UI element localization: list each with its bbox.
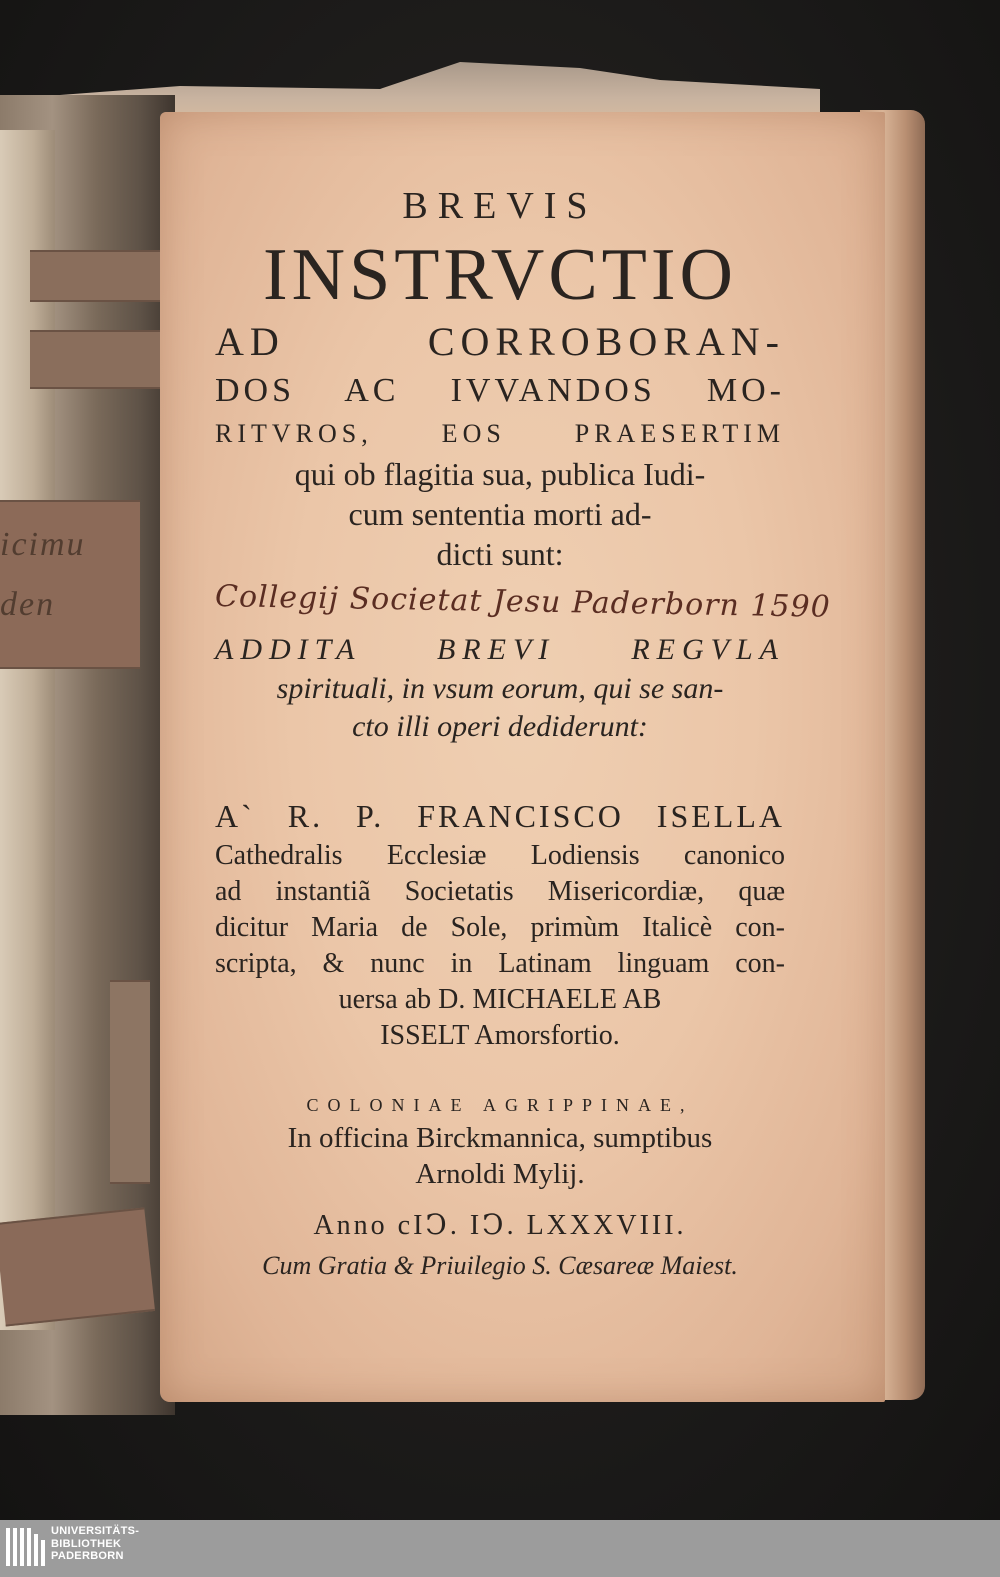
binding-paper-edge (0, 130, 55, 1330)
library-name (51, 1525, 139, 1563)
title-line: DOS AC IVVANDOS MO- (215, 372, 785, 409)
imprint-place: COLONIAE AGRIPPINAE, (306, 1095, 694, 1115)
title-line: dicti sunt: (436, 536, 564, 572)
title-line-main: INSTRVCTIO (263, 234, 737, 316)
author-line: Cathedralis Ecclesiæ Lodiensis canonico (215, 840, 785, 871)
title-line: AD CORROBORAN- (215, 319, 785, 364)
library-name-line: UNIVERSITÄTS- (51, 1525, 140, 1537)
library-name-line: BIBLIOTHEK (51, 1537, 122, 1550)
ownership-inscription: Collegij Societat Jesu Paderborn 1590 (214, 579, 832, 625)
imprint-line: In officina Birckmannica, sumptibus (287, 1122, 713, 1154)
author-line: ad instantiã Societatis Misericordiæ, quæ (215, 876, 785, 907)
spine-strip (110, 980, 150, 1184)
title-line: RITVROS, EOS PRAESERTIM (215, 419, 785, 448)
title-line: qui ob flagitia sua, publica Iudi- (294, 456, 706, 492)
author-line: A` R. P. FRANCISCO ISELLA (215, 798, 785, 834)
addita-line: ADDITA BREVI REGVLA (215, 633, 785, 666)
imprint-year: Anno cIↃ. IↃ. LXXXVIII. (313, 1210, 687, 1241)
author-line: ISSELT Amorsfortio. (380, 1020, 620, 1051)
spine-strip (0, 1207, 155, 1326)
author-line: uersa ab D. MICHAELE AB (338, 984, 662, 1015)
title-line: cum sententia morti ad- (348, 496, 652, 532)
title-line: BREVIS (402, 185, 598, 227)
addita-line: spirituali, in vsum eorum, qui se san- (276, 672, 724, 705)
library-footer-bar (0, 1520, 1000, 1577)
library-name-line: PADERBORN (51, 1550, 124, 1562)
addita-line: cto illi operi dediderunt: (352, 710, 648, 743)
spine-manuscript-text: icimu den (0, 526, 86, 623)
library-logo-icon (4, 1524, 48, 1570)
spine-strip (30, 250, 165, 302)
privilege-line: Cum Gratia & Priuilegio S. Cæsareæ Maiest. (262, 1251, 738, 1280)
author-line: dicitur Maria de Sole, primùm Italicè con- (215, 912, 785, 943)
spine-strip (30, 330, 165, 389)
title-page-text (214, 180, 832, 1284)
author-line: scripta, & nunc in Latinam linguam con- (215, 948, 785, 979)
imprint-line: Arnoldi Mylij. (415, 1158, 585, 1190)
